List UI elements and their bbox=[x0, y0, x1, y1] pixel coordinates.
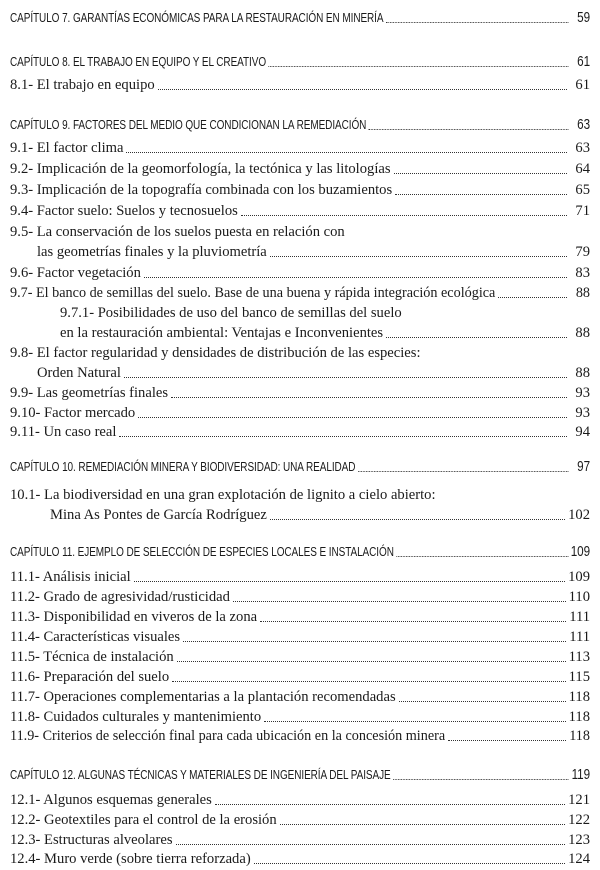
leader-dots bbox=[233, 601, 566, 602]
toc-chapter-11 bbox=[10, 540, 590, 560]
toc-entry-title: 11.8- Cuidados culturales y mantenimiento bbox=[10, 709, 262, 725]
toc-page-number: 109 bbox=[570, 544, 590, 560]
leader-dots bbox=[395, 194, 567, 195]
leader-dots bbox=[119, 436, 567, 437]
toc-entry-9-5-cont bbox=[10, 240, 590, 260]
toc-page-number: 71 bbox=[575, 203, 590, 219]
toc-page-number: 102 bbox=[568, 507, 590, 523]
toc-page-number: 121 bbox=[568, 792, 590, 808]
toc-entry-title: CAPÍTULO 11. EJEMPLO DE SELECCIÓN DE ESPECIES LOCALES E INSTALACIÓN bbox=[10, 545, 394, 559]
toc-entry-11-4 bbox=[10, 625, 590, 645]
toc-entry-title: 9.2- Implicación de la geomorfología, la tectónica y las litologías bbox=[10, 161, 391, 177]
toc-entry-9-3 bbox=[10, 178, 590, 198]
toc-page-number: 88 bbox=[575, 285, 590, 301]
toc-entry-title: 8.1- El trabajo en equipo bbox=[10, 77, 155, 93]
toc-page-number: 63 bbox=[575, 140, 590, 156]
toc-entry-title: en la restauración ambiental: Ventajas e Inconvenientes bbox=[60, 325, 384, 341]
toc-entry-title: 12.4- Muro verde (sobre tierra reforzada) bbox=[10, 851, 251, 867]
toc-entry-9-7-1 bbox=[10, 301, 600, 321]
toc-page-number: 113 bbox=[568, 649, 590, 665]
toc-entry-title: 9.11- Un caso real bbox=[10, 424, 117, 440]
toc-page-number: 93 bbox=[575, 405, 590, 421]
leader-dots bbox=[448, 740, 566, 741]
toc-entry-title: 11.9- Criterios de selección final para cada ubicación en la concesión minera bbox=[10, 728, 446, 744]
toc-entry-title: 11.6- Preparación del suelo bbox=[10, 669, 170, 685]
toc-entry-9-5 bbox=[10, 220, 590, 240]
toc-entry-title: CAPÍTULO 12. ALGUNAS TÉCNICAS Y MATERIALES DE INGENIERÍA DEL PAISAJE bbox=[10, 768, 391, 782]
leader-dots bbox=[386, 337, 567, 338]
toc-entry-title: CAPÍTULO 8. EL TRABAJO EN EQUIPO Y EL CREATIVO bbox=[10, 55, 267, 69]
toc-page-number: 111 bbox=[569, 629, 590, 645]
leader-dots bbox=[158, 89, 567, 90]
leader-dots bbox=[270, 256, 567, 257]
toc-entry-title: 12.2- Geotextiles para el control de la erosión bbox=[10, 812, 277, 828]
toc-chapter-9 bbox=[10, 113, 590, 133]
toc-entry-title: CAPÍTULO 9. FACTORES DEL MEDIO QUE CONDICIONAN LA REMEDIACIÓN bbox=[10, 118, 367, 132]
toc-page-number: 109 bbox=[568, 569, 590, 585]
toc-entry-title: 11.4- Características visuales bbox=[10, 629, 181, 645]
leader-dots bbox=[171, 397, 567, 398]
leader-dots bbox=[393, 779, 568, 780]
toc-page-number: 61 bbox=[577, 54, 590, 70]
leader-dots bbox=[183, 641, 566, 642]
toc-entry-title: 9.4- Factor suelo: Suelos y tecnosuelos bbox=[10, 203, 238, 219]
toc-entry-9-9 bbox=[10, 381, 590, 401]
toc-entry-title: 9.5- La conservación de los suelos puesta en relación con bbox=[10, 224, 345, 240]
toc-entry-9-10 bbox=[10, 401, 590, 421]
leader-dots bbox=[399, 701, 566, 702]
toc-entry-title: 11.1- Análisis inicial bbox=[10, 569, 131, 585]
toc-page-number: 63 bbox=[577, 117, 590, 133]
leader-dots bbox=[268, 66, 568, 67]
toc-chapter-12 bbox=[10, 763, 590, 783]
toc-entry-title: 9.6- Factor vegetación bbox=[10, 265, 141, 281]
toc-page-number: 61 bbox=[575, 77, 590, 93]
toc-page-number: 94 bbox=[575, 424, 590, 440]
toc-page-number: 88 bbox=[575, 325, 590, 341]
toc-page-number: 88 bbox=[575, 365, 590, 381]
toc-entry-title: 9.9- Las geometrías finales bbox=[10, 385, 169, 401]
toc-page-number: 97 bbox=[577, 459, 590, 475]
toc-entry-title: 9.7.1- Posibilidades de uso del banco de semillas del suelo bbox=[60, 305, 402, 321]
leader-dots bbox=[215, 804, 565, 805]
leader-dots bbox=[241, 215, 567, 216]
toc-entry-11-5 bbox=[10, 645, 590, 665]
toc-entry-title: Mina As Pontes de García Rodríguez bbox=[50, 507, 267, 523]
toc-entry-11-1 bbox=[10, 565, 590, 585]
toc-entry-title: 9.10- Factor mercado bbox=[10, 405, 136, 421]
toc-chapter-7 bbox=[10, 6, 590, 26]
leader-dots bbox=[124, 377, 567, 378]
toc-page-number: 59 bbox=[577, 10, 590, 26]
leader-dots bbox=[270, 519, 565, 520]
toc-page-number: 118 bbox=[568, 709, 590, 725]
toc-entry-title: 11.3- Disponibilidad en viveros de la zona bbox=[10, 609, 258, 625]
leader-dots bbox=[498, 297, 567, 298]
leader-dots bbox=[260, 621, 566, 622]
leader-dots bbox=[134, 581, 565, 582]
leader-dots bbox=[264, 721, 565, 722]
toc-entry-11-6 bbox=[10, 665, 590, 685]
toc-entry-10-1-cont bbox=[10, 503, 590, 523]
toc-chapter-10 bbox=[10, 455, 590, 475]
toc-page-number: 123 bbox=[568, 832, 590, 848]
toc-entry-title: 10.1- La biodiversidad en una gran explotación de lignito a cielo abierto: bbox=[10, 487, 436, 503]
toc-entry-9-4 bbox=[10, 199, 590, 219]
toc-page-number: 119 bbox=[571, 767, 590, 783]
toc-page-number: 64 bbox=[575, 161, 590, 177]
leader-dots bbox=[254, 863, 565, 864]
leader-dots bbox=[144, 277, 567, 278]
toc-entry-title: CAPÍTULO 10. REMEDIACIÓN MINERA Y BIODIVERSIDAD: UNA REALIDAD bbox=[10, 460, 356, 474]
leader-dots bbox=[396, 556, 568, 557]
toc-entry-12-4 bbox=[10, 847, 590, 867]
toc-entry-11-9 bbox=[10, 724, 590, 744]
leader-dots bbox=[176, 844, 566, 845]
toc-entry-11-3 bbox=[10, 605, 590, 625]
toc-entry-title: 9.8- El factor regularidad y densidades de distribución de las especies: bbox=[10, 345, 421, 361]
toc-entry-title: 11.5- Técnica de instalación bbox=[10, 649, 174, 665]
toc-entry-9-7-1-cont bbox=[10, 321, 590, 341]
toc-page-number: 65 bbox=[575, 182, 590, 198]
toc-entry-10-1 bbox=[10, 483, 590, 503]
toc-entry-title: 9.7- El banco de semillas del suelo. Base de una buena y rápida integración ecológica bbox=[10, 285, 496, 301]
toc-entry-title: 11.2- Grado de agresividad/rusticidad bbox=[10, 589, 230, 605]
toc-entry-title: 12.3- Estructuras alveolares bbox=[10, 832, 173, 848]
toc-page-number: 118 bbox=[569, 728, 590, 744]
leader-dots bbox=[172, 681, 566, 682]
leader-dots bbox=[177, 661, 566, 662]
toc-page-number: 118 bbox=[568, 689, 590, 705]
toc-entry-9-2 bbox=[10, 157, 590, 177]
toc-entry-title: 11.7- Operaciones complementarias a la plantación recomendadas bbox=[10, 689, 396, 705]
toc-page-number: 83 bbox=[575, 265, 590, 281]
toc-entry-9-11 bbox=[10, 420, 590, 440]
toc-entry-9-8-cont bbox=[10, 361, 590, 381]
toc-entry-title: 9.1- El factor clima bbox=[10, 140, 124, 156]
leader-dots bbox=[280, 824, 565, 825]
leader-dots bbox=[386, 22, 569, 23]
toc-entry-12-2 bbox=[10, 808, 590, 828]
toc-page-number: 122 bbox=[568, 812, 590, 828]
toc-entry-title: 12.1- Algunos esquemas generales bbox=[10, 792, 212, 808]
leader-dots bbox=[138, 417, 567, 418]
toc-page-number: 115 bbox=[568, 669, 590, 685]
toc-entry-9-1 bbox=[10, 136, 590, 156]
toc-entry-11-2 bbox=[10, 585, 590, 605]
toc-page-number: 79 bbox=[575, 244, 590, 260]
toc-entry-title: 9.3- Implicación de la topografía combinada con los buzamientos bbox=[10, 182, 393, 198]
toc-entry-8-1 bbox=[10, 73, 590, 93]
toc-entry-title: las geometrías finales y la pluviometría bbox=[37, 244, 267, 260]
leader-dots bbox=[358, 471, 569, 472]
leader-dots bbox=[394, 173, 567, 174]
leader-dots bbox=[369, 129, 569, 130]
toc-entry-11-7 bbox=[10, 685, 590, 705]
toc-page-number: 111 bbox=[569, 609, 590, 625]
toc-page-number: 93 bbox=[575, 385, 590, 401]
toc-entry-12-3 bbox=[10, 828, 590, 848]
toc-entry-title: Orden Natural bbox=[37, 365, 121, 381]
toc-page-number: 124 bbox=[568, 851, 590, 867]
toc-chapter-8 bbox=[10, 50, 590, 70]
toc-page-number: 110 bbox=[568, 589, 590, 605]
toc-entry-12-1 bbox=[10, 788, 590, 808]
toc-entry-9-6 bbox=[10, 261, 590, 281]
toc-entry-title: CAPÍTULO 7. GARANTÍAS ECONÓMICAS PARA LA RESTAURACIÓN EN MINERÍA bbox=[10, 11, 384, 25]
toc-entry-9-7 bbox=[10, 281, 590, 301]
toc-entry-11-8 bbox=[10, 705, 590, 725]
toc-entry-9-8 bbox=[10, 341, 590, 361]
leader-dots bbox=[126, 152, 567, 153]
